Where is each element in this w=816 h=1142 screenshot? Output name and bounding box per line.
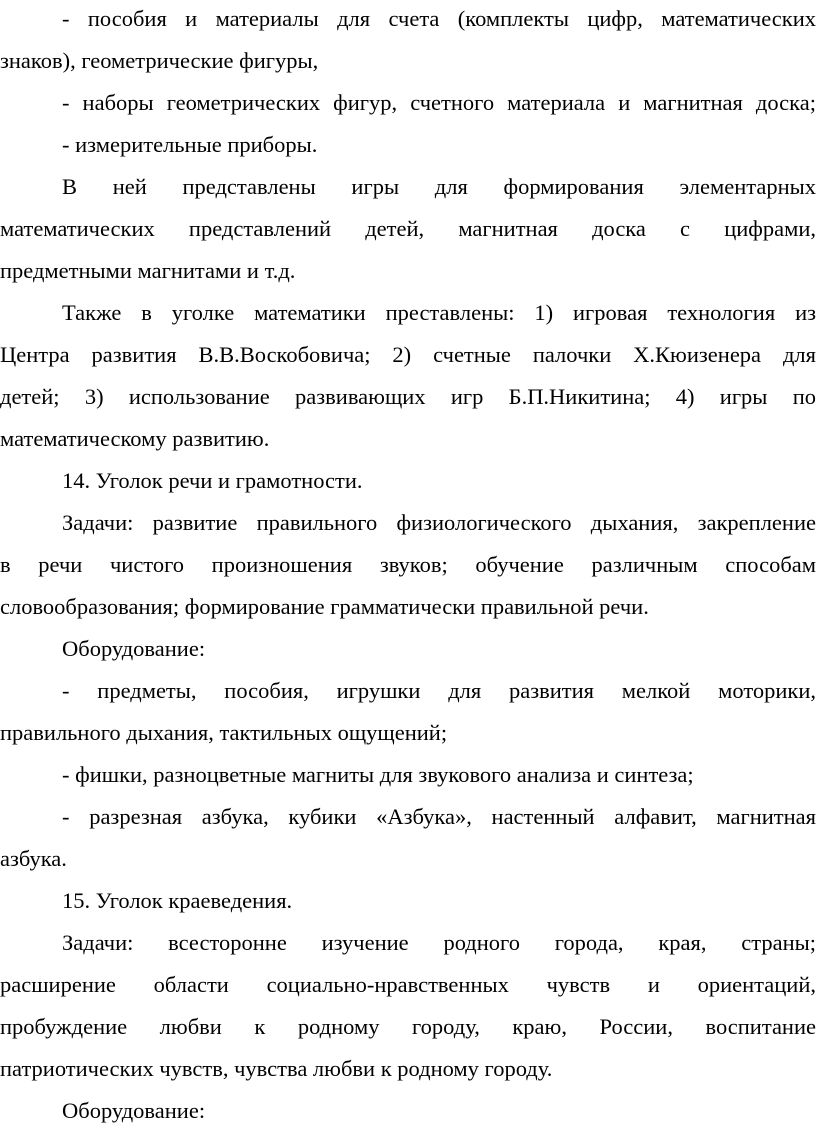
text-line: знаков), геометрические фигуры, xyxy=(0,48,319,73)
text-line: расширение области социально-нравственных чувств и ориентаций, xyxy=(0,972,816,997)
text-line: Задачи: развитие правильного физиологического дыхания, закрепление xyxy=(62,510,816,535)
text-line: словообразования; формирование грамматически правильной речи. xyxy=(0,594,649,619)
text-line: - разрезная азбука, кубики «Азбука», настенный алфавит, магнитная xyxy=(62,804,816,829)
text-line: - пособия и материалы для счета (комплекты цифр, математических xyxy=(62,6,816,31)
text-line: пробуждение любви к родному городу, краю, России, воспитание xyxy=(0,1014,816,1039)
text-line: Также в уголке математики преставлены: 1) игровая технология из xyxy=(62,300,816,325)
text-line: - фишки, разноцветные магниты для звукового анализа и синтеза; xyxy=(62,762,694,787)
text-line: правильного дыхания, тактильных ощущений; xyxy=(0,720,448,745)
text-line: - наборы геометрических фигур, счетного материала и магнитная доска; xyxy=(62,90,816,115)
text-line: детей; 3) использование развивающих игр Б.П.Никитина; 4) игры по xyxy=(0,384,816,409)
text-line: Оборудование: xyxy=(62,1098,206,1123)
text-line: - предметы, пособия, игрушки для развития мелкой моторики, xyxy=(62,678,816,703)
section-heading: 14. Уголок речи и грамотности. xyxy=(62,468,363,493)
section-heading: 15. Уголок краеведения. xyxy=(62,888,293,913)
text-line: В ней представлены игры для формирования элементарных xyxy=(62,174,816,199)
text-line: математических представлений детей, магнитная доска с цифрами, xyxy=(0,216,816,241)
text-line: предметными магнитами и т.д. xyxy=(0,258,296,283)
text-line: азбука. xyxy=(0,846,67,871)
text-line: - измерительные приборы. xyxy=(62,132,318,157)
text-line: Центра развития В.В.Воскобовича; 2) счетные палочки Х.Кюизенера для xyxy=(0,342,816,367)
text-line: в речи чистого произношения звуков; обучение различным способам xyxy=(0,552,816,577)
text-line: математическому развитию. xyxy=(0,426,270,451)
text-line: патриотических чувств, чувства любви к родному городу. xyxy=(0,1056,553,1081)
text-line: Оборудование: xyxy=(62,636,206,661)
text-line: Задачи: всесторонне изучение родного города, края, страны; xyxy=(62,930,816,955)
